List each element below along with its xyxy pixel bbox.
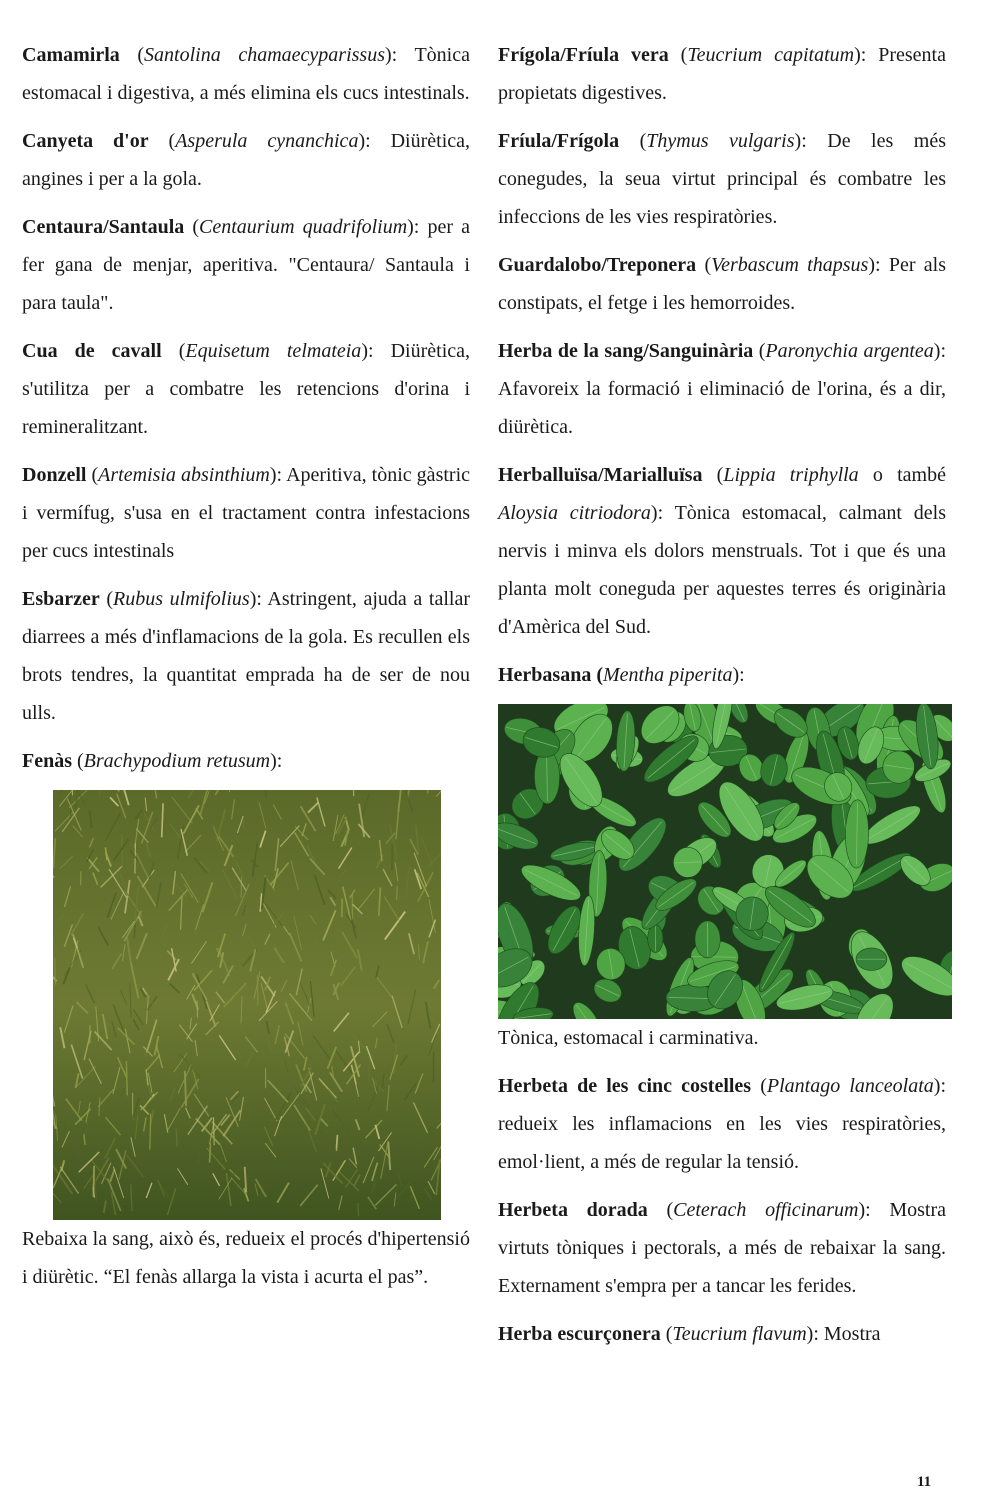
entry-herba-escurconera: Herba escurçonera (Teucrium flavum): Mostra bbox=[498, 1323, 881, 1345]
entry-herbasana: Herbasana (Mentha piperita): bbox=[498, 664, 745, 686]
fenas-caption: Rebaixa la sang, això és, redueix el procés d'hipertensió i diürètic. “El fenàs allarga la vista i acurta el pas”. bbox=[22, 1228, 470, 1288]
entry-centaura: Centaura/Santaula (Centaurium quadrifolium): per a fer gana de menjar, aperitiva. "Centaura/ Santaula i para taula". bbox=[22, 216, 470, 314]
grass-blade bbox=[358, 1203, 359, 1216]
entry-frigola-vera: Frígola/Fríula vera (Teucrium capitatum): Presenta propietats digestives. bbox=[498, 44, 946, 104]
entry-cua-de-cavall: Cua de cavall (Equisetum telmateia): Diürètica, s'utilitza per a combatre les retencions d'orina i remineralitzant. bbox=[22, 340, 470, 438]
grass-blade bbox=[214, 1117, 215, 1145]
grass-blade bbox=[392, 844, 393, 870]
entry-camamirla: Camamirla (Santolina chamaecyparissus): Tònica estomacal i digestiva, a més elimina els cucs intestinals. bbox=[22, 44, 470, 104]
entry-herbeta-dorada: Herbeta dorada (Ceterach officinarum): Mostra virtuts tòniques i pectorals, a més de rebaixar la sang. Externament s'empra per a tancar les ferides. bbox=[498, 1199, 947, 1297]
grass-blade bbox=[210, 1143, 211, 1162]
fenas-photo bbox=[53, 790, 441, 1220]
entry-guardalobo: Guardalobo/Treponera (Verbascum thapsus): Per als constipats, el fetge i les hemorroides. bbox=[498, 254, 946, 314]
entry-herba-de-la-sang: Herba de la sang/Sanguinària (Paronychia argentea): Afavoreix la formació i eliminació de l'orina, és a dir, diürètica. bbox=[498, 340, 947, 438]
grass-blade bbox=[93, 1166, 94, 1197]
entry-friula-frigola: Fríula/Frígola (Thymus vulgaris): De les més conegudes, la seua virtut principal és combatre les infeccions de les vies respiratòries. bbox=[498, 130, 946, 228]
entry-herballuisa: Herballuïsa/Marialluïsa (Lippia triphylla o també Aloysia citriodora): Tònica estomacal, calmant dels nervis i minva els dolors menstruals. Tot i que és una planta molt coneguda per aquestes terres és originària d'Amèrica del Sud. bbox=[498, 464, 947, 638]
grass-blade bbox=[336, 1135, 337, 1151]
right-column bbox=[498, 36, 946, 1363]
left-column bbox=[22, 36, 470, 1306]
entry-donzell: Donzell (Artemisia absinthium): Aperitiva, tònic gàstric i vermífug, s'usa en el tractament contra infestacions per cucs intestinals bbox=[22, 464, 470, 562]
entry-canyeta-dor: Canyeta d'or (Asperula cynanchica): Diürètica, angines i per a la gola. bbox=[22, 130, 470, 190]
page-number: 11 bbox=[917, 1474, 932, 1490]
entry-esbarzer: Esbarzer (Rubus ulmifolius): Astringent, ajuda a tallar diarrees a més d'inflamacions de la gola. Es recullen els brots tendres, la quantitat emprada ha de ser de nou ulls. bbox=[22, 588, 470, 724]
entry-fenas: Fenàs (Brachypodium retusum): bbox=[22, 750, 283, 772]
entry-herbeta-cinc-costelles: Herbeta de les cinc costelles (Plantago lanceolata): redueix les inflamacions en les vies respiratòries, emol·lient, a més de regular la tensió. bbox=[498, 1075, 946, 1173]
herbasana-photo bbox=[498, 704, 952, 1019]
herbasana-caption: Tònica, estomacal i carminativa. bbox=[498, 1027, 759, 1049]
grass-blade bbox=[126, 1061, 127, 1095]
